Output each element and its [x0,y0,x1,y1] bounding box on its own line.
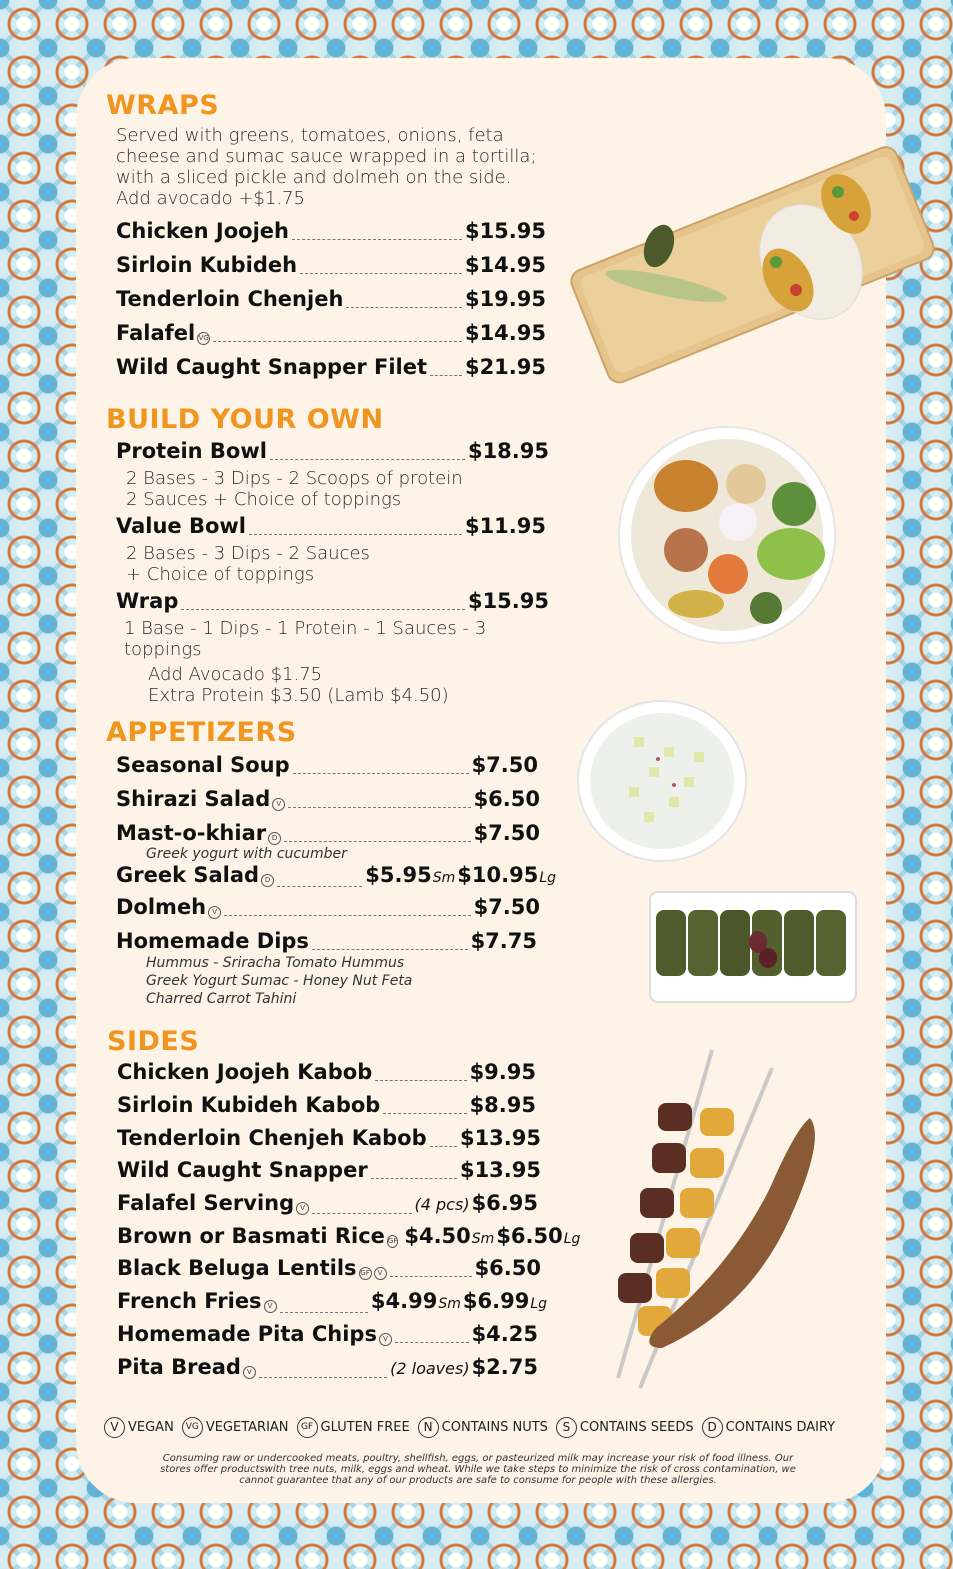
item-price: $13.95 [459,1126,541,1150]
sides-title: SIDES [107,1026,200,1057]
gluten-free-icon: GF [297,1417,318,1438]
item-name: Sirloin Kubideh [116,253,298,277]
dairy-icon: D [702,1417,723,1438]
leader-dots [181,609,465,610]
item-price: $14.95 [464,253,546,277]
menu-item [116,752,538,778]
item-name: Value Bowl [116,514,247,538]
legend-item [418,1417,548,1438]
leader-dots [280,1312,368,1313]
menu-item [116,354,546,380]
item-price: $13.95 [459,1158,541,1182]
item-description [126,468,463,510]
item-price: $15.95 [464,219,546,243]
legend-label: VEGAN [128,1420,174,1435]
leader-dots [224,915,470,916]
bowl-photo-icon [616,424,838,646]
item-price: $7.50 [473,895,540,919]
item-price: $8.95 [469,1093,536,1117]
leader-dots [293,773,469,774]
dips-line: Hummus - Sriracha Tomato Hummus [146,955,405,971]
item-price: $6.50 [474,1256,541,1280]
item-name: French Fries [117,1289,262,1313]
legend-label: CONTAINS SEEDS [579,1420,694,1435]
leader-dots [277,886,362,887]
wraps-description [116,125,536,209]
item-price: $11.95 [464,514,546,538]
item-name: Homemade Pita Chips [117,1322,377,1346]
leader-dots [288,807,470,808]
yogurt-bowl-photo-icon [574,697,749,862]
vegan-icon: V [104,1417,125,1438]
item-name: Chicken Joojeh [116,219,289,243]
menu-item [116,218,546,244]
item-price-small: $4.50 [404,1224,471,1248]
item-description [126,543,370,585]
menu-item [116,820,540,846]
item-price-small: $5.95 [365,863,432,887]
size-label: Sm [432,870,456,886]
leader-dots [300,273,462,274]
leader-dots [213,341,462,342]
addon-line: Add Avocado $1.75 [148,664,323,685]
menu-item [117,1223,581,1252]
item-price: $9.95 [469,1060,536,1084]
item-name: Shirazi Salad [116,787,271,811]
addon-line: Extra Protein $3.50 (Lamb $4.50) [148,685,449,706]
item-desc-line: 2 Bases - 3 Dips - 2 Sauces [126,543,370,564]
item-desc-line: 1 Base - 1 Dips - 1 Protein - 1 Sauces - 3 [124,618,487,639]
size-label: Lg [563,1231,581,1247]
menu-item [117,1354,538,1382]
dips-line: Charred Carrot Tahini [146,991,297,1007]
size-label: Sm [471,1231,495,1247]
item-price: $2.75 [471,1355,538,1379]
menu-item [117,1059,536,1085]
appetizers-title: APPETIZERS [106,717,297,748]
leader-dots [430,375,462,376]
gluten-free-tag-icon: GF [359,1267,372,1280]
item-subtitle: Greek yogurt with cucumber [146,846,347,862]
item-name: Wild Caught Snapper [117,1158,368,1182]
dairy-tag-icon: D [268,832,281,845]
legend-item [297,1417,410,1438]
item-name: Brown or Basmati Rice [117,1224,385,1248]
item-price: $7.75 [470,929,537,953]
menu-item [116,928,537,954]
menu-item [117,1190,538,1218]
vegan-tag-icon: V [296,1202,309,1215]
vegan-tag-icon: V [379,1333,392,1346]
item-name: Mast-o-khiar [116,821,267,845]
seeds-icon: S [556,1417,577,1438]
leader-dots [259,1377,387,1378]
item-price-large: $10.95 [457,863,539,887]
item-name: Chicken Joojeh Kabob [117,1060,373,1084]
item-price: $18.95 [467,439,549,463]
item-name: Greek Salad [116,863,260,887]
item-price: $7.50 [471,753,538,777]
item-name: Falafel Serving [117,1191,295,1215]
size-label: Lg [530,1296,547,1312]
dips-line: Greek Yogurt Sumac - Honey Nut Feta [146,973,413,989]
legend-item [182,1417,289,1438]
wraps-title: WRAPS [106,90,220,121]
item-price: $14.95 [464,321,546,345]
item-price-large: $6.50 [496,1224,563,1248]
leader-dots [284,841,470,842]
legend-item [702,1417,835,1438]
item-price: $4.25 [471,1322,538,1346]
item-desc-line: + Choice of toppings [126,564,315,585]
legend-item [104,1417,174,1438]
item-note: (4 pcs) [414,1195,470,1214]
wraps-desc-line: cheese and sumac sauce wrapped in a tortilla; [116,146,537,167]
dairy-tag-icon: D [261,874,274,887]
item-name: Wrap [116,589,179,613]
menu-item [116,894,540,920]
item-desc-line: toppings [124,639,202,660]
menu-item [116,286,546,312]
item-name: Tenderloin Chenjeh [116,287,344,311]
item-desc-line: 2 Bases - 3 Dips - 2 Scoops of protein [126,468,463,489]
vegan-tag-icon: V [208,906,221,919]
gluten-free-tag-icon: GF [387,1235,398,1248]
menu-item [116,438,549,464]
vegetarian-tag-icon: VG [197,332,210,345]
menu-item [117,1255,541,1281]
menu-item [117,1125,541,1151]
menu-item [117,1157,541,1183]
menu-item [116,513,546,539]
leader-dots [292,239,462,240]
addons [148,664,449,706]
size-label: Lg [539,870,556,886]
dietary-legend [104,1417,835,1438]
menu-item [117,1321,538,1347]
leader-dots [312,1213,411,1214]
menu-item [117,1092,536,1118]
item-desc-line: 2 Sauces + Choice of toppings [126,489,402,510]
allergy-disclaimer: Consuming raw or undercooked meats, poultry, shellfish, eggs, or pasteurized milk may increase your risk of food illness. Our stores offer productswith tree nuts, milk, eggs and wheat. While we take steps to minimize the risk of cross contamination, we cannot guarantee that any of our products are safe to consume for people with these allergies. [160,1453,796,1486]
item-name: Dolmeh [116,895,207,919]
item-name: Seasonal Soup [116,753,290,777]
nuts-icon: N [418,1417,439,1438]
vegan-tag-icon: V [243,1366,256,1379]
vegan-tag-icon: V [272,798,285,811]
item-price: $7.50 [473,821,540,845]
legend-label: VEGETARIAN [205,1420,289,1435]
leader-dots [390,1276,472,1277]
vegan-tag-icon: V [264,1300,277,1313]
item-name: Pita Bread [117,1355,241,1379]
menu-item [116,320,546,346]
dolmeh-plate-photo-icon [648,890,858,1006]
leader-dots [270,459,465,460]
item-description [124,618,486,660]
size-label: Sm [438,1296,461,1312]
wraps-desc-line: Add avocado +$1.75 [116,188,305,209]
item-name: Homemade Dips [116,929,309,953]
item-price-large: $6.99 [462,1289,530,1313]
menu-item [117,1288,549,1317]
legend-item [556,1417,694,1438]
vegetarian-icon: VG [182,1417,203,1438]
item-name: Tenderloin Chenjeh Kabob [117,1126,427,1150]
build-your-own-title: BUILD YOUR OWN [106,404,384,435]
legend-label: GLUTEN FREE [320,1420,410,1435]
leader-dots [375,1080,466,1081]
menu-item [116,588,549,614]
item-name: Wild Caught Snapper Filet [116,355,428,379]
item-note: (2 loaves) [390,1359,470,1378]
leader-dots [312,949,468,950]
item-price: $6.50 [473,787,540,811]
menu-item [116,862,558,891]
item-name: Falafel [116,321,196,345]
legend-label: CONTAINS NUTS [441,1420,548,1435]
wraps-desc-line: Served with greens, tomatoes, onions, feta [116,125,504,146]
leader-dots [371,1178,457,1179]
item-name: Black Beluga Lentils [117,1256,357,1280]
leader-dots [383,1113,466,1114]
menu-item [116,786,540,812]
item-price: $19.95 [464,287,546,311]
leader-dots [430,1146,457,1147]
leader-dots [249,534,462,535]
item-name: Protein Bowl [116,439,267,463]
menu-item [116,252,546,278]
item-price: $6.95 [471,1191,538,1215]
item-name: Sirloin Kubideh Kabob [117,1093,381,1117]
item-price-small: $4.99 [370,1289,438,1313]
kabob-skewers-photo-icon [600,1048,840,1390]
leader-dots [346,307,462,308]
vegan-tag-icon: V [374,1267,387,1280]
item-price: $15.95 [467,589,549,613]
legend-label: CONTAINS DAIRY [725,1420,836,1435]
wraps-desc-line: with a sliced pickle and dolmeh on the side. [116,167,512,188]
item-price: $21.95 [464,355,546,379]
wrap-photo-icon [556,112,936,377]
leader-dots [395,1342,469,1343]
dips-list [146,954,412,1008]
